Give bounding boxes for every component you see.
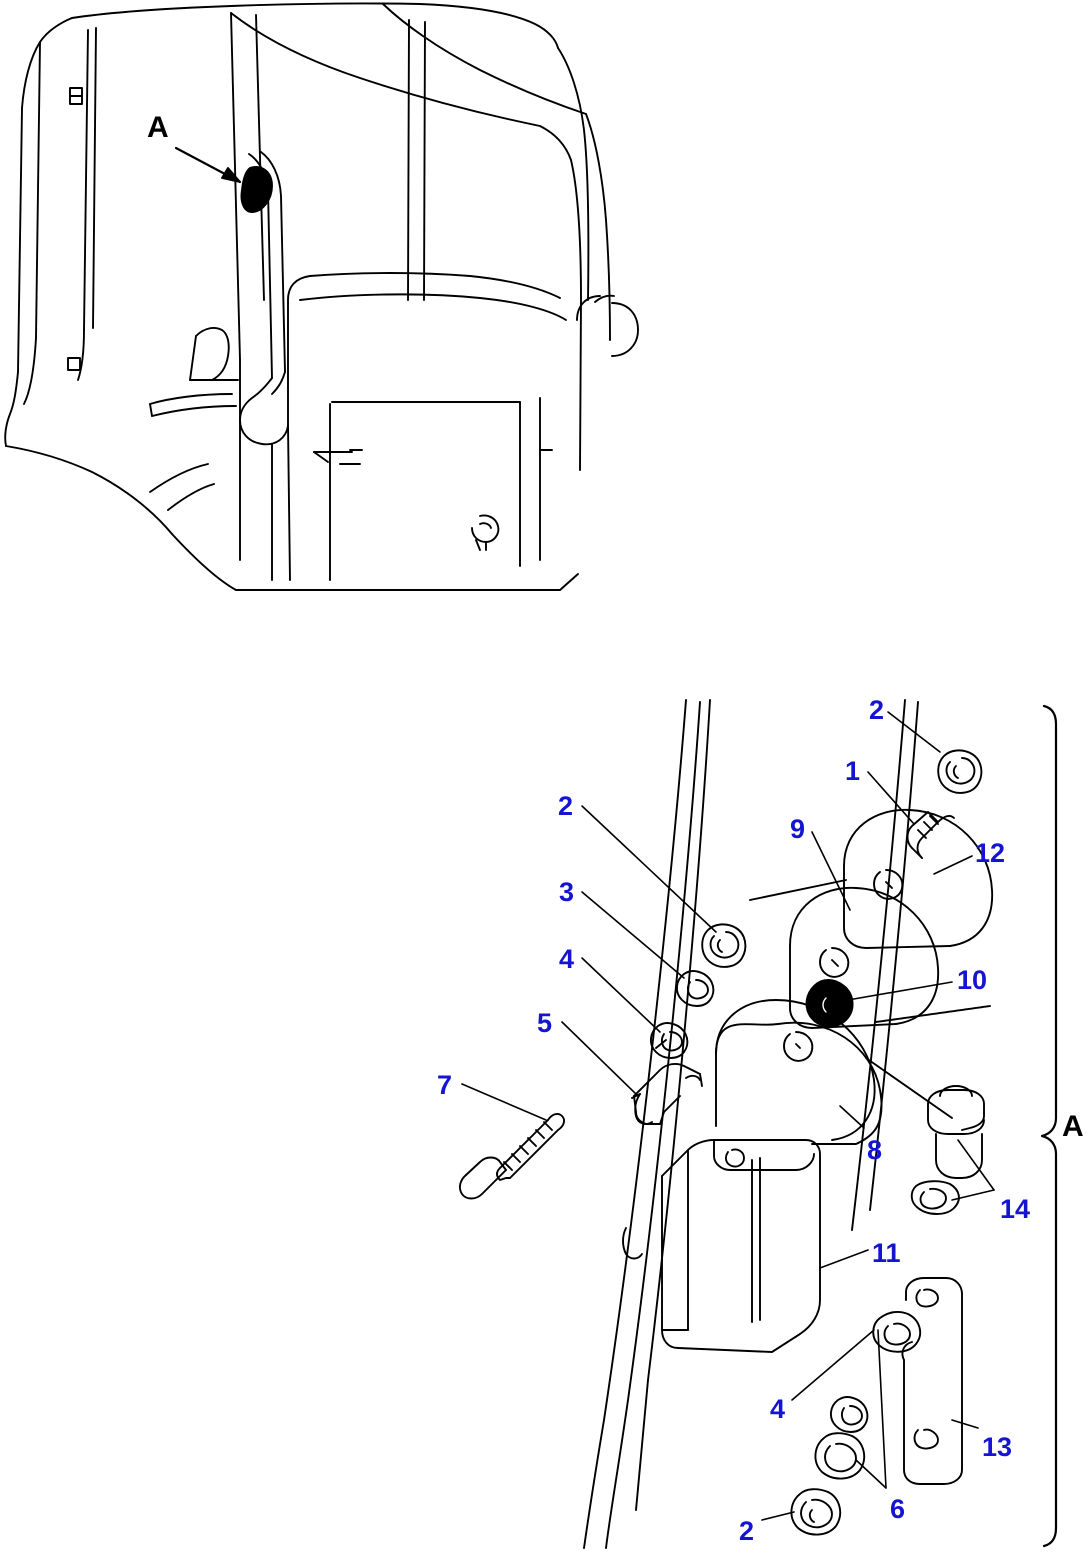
callout-4-mid: 4 <box>559 944 575 974</box>
callout-11: 11 <box>872 1238 901 1268</box>
callout-13: 13 <box>982 1432 1013 1462</box>
callout-2-mid: 2 <box>558 791 574 821</box>
callout-5: 5 <box>537 1008 553 1038</box>
callout-1: 1 <box>845 756 861 786</box>
callout-2-top: 2 <box>869 695 885 725</box>
callout-14: 14 <box>1000 1194 1031 1224</box>
callout-3: 3 <box>559 877 575 907</box>
callout-12: 12 <box>975 838 1006 868</box>
callout-6: 6 <box>890 1494 906 1524</box>
callout-4-low: 4 <box>770 1394 786 1424</box>
detail-label-a-bottom: A <box>1062 1110 1084 1143</box>
callout-2-low: 2 <box>739 1516 755 1546</box>
callout-7: 7 <box>437 1070 453 1100</box>
callout-9: 9 <box>790 814 806 844</box>
detail-label-a-top: A <box>147 111 169 144</box>
callout-10: 10 <box>957 965 988 995</box>
callout-8: 8 <box>867 1135 883 1165</box>
